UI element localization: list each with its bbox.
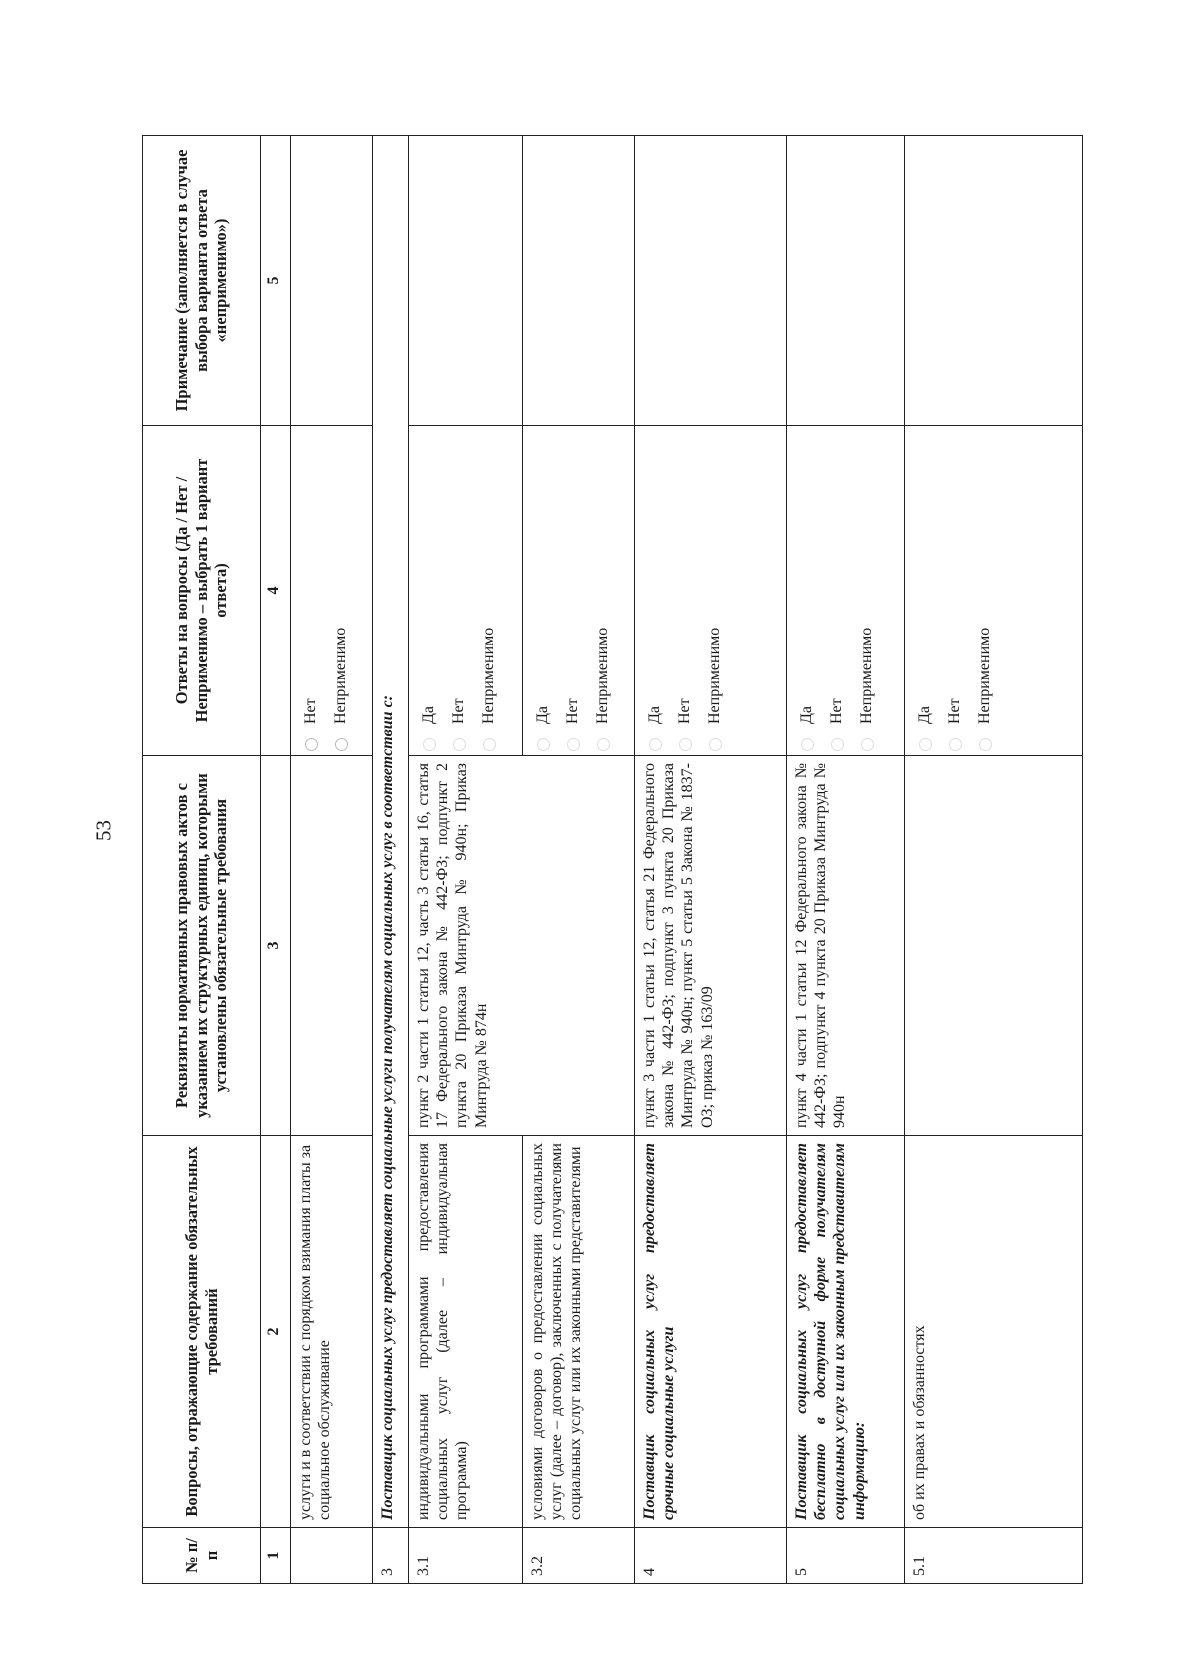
- option-no[interactable]: Нет: [444, 433, 474, 751]
- question-text: услуги и в соответствии с порядком взимания платы за социальное обслуживание: [291, 1136, 373, 1528]
- col-number-2: 2: [261, 1136, 291, 1528]
- note-cell: [905, 136, 1083, 426]
- legal-acts: [905, 756, 1083, 1136]
- question-text: условиями договоров о предоставлении социальных услуг (далее – договор), заключенных с получателями социальных услуг или их законными представителями: [523, 1136, 635, 1528]
- col-number-5: 5: [261, 136, 291, 426]
- row-num: 5: [787, 1528, 905, 1584]
- note-cell: [291, 136, 373, 426]
- row-num: 4: [635, 1528, 787, 1584]
- option-no[interactable]: Нет: [296, 433, 326, 751]
- row-5-1: [905, 136, 1083, 1584]
- radio-icon[interactable]: [801, 738, 814, 751]
- col-number-3: 3: [261, 756, 291, 1136]
- option-yes[interactable]: Да: [910, 433, 940, 751]
- header-questions: Вопросы, отражающие содержание обязательных требований: [143, 1136, 261, 1528]
- row-num: 5.1: [905, 1528, 1083, 1584]
- radio-icon[interactable]: [597, 738, 610, 751]
- radio-icon[interactable]: [537, 738, 550, 751]
- legal-acts: пункт 2 части 1 статьи 12, часть 3 статьи 16, статья 17 Федерального закона № 442-ФЗ; подпункт 2 пункта 20 Приказа Минтруда № 940н; Приказ Минтруда № 874н: [409, 756, 635, 1136]
- option-yes[interactable]: Да: [414, 433, 444, 751]
- option-na[interactable]: Неприменимо: [970, 433, 1000, 751]
- question-text: Поставщик социальных услуг предоставляет бесплатно в доступной форме получателям социальных услуг или их законным представителям информацию:: [787, 1136, 905, 1528]
- option-no[interactable]: Нет: [822, 433, 852, 751]
- answer-options: [409, 426, 523, 756]
- radio-icon[interactable]: [423, 738, 436, 751]
- note-cell: [523, 136, 635, 426]
- header-legal-acts: Реквизиты нормативных правовых актов с указанием их структурных единиц, которыми установлены обязательные требования: [143, 756, 261, 1136]
- row-num: 3.2: [523, 1528, 635, 1584]
- answer-options: [787, 426, 905, 756]
- header-answers: Ответы на вопросы (Да / Нет / Неприменимо – выбрать 1 вариант ответа): [143, 426, 261, 756]
- answer-options: [905, 426, 1083, 756]
- row-num: 3.1: [409, 1528, 523, 1584]
- option-na[interactable]: Неприменимо: [474, 433, 504, 751]
- section-title: Поставщик социальных услуг предоставляет социальные услуги получателям социальных услуг в соответствии с:: [373, 136, 409, 1528]
- option-na[interactable]: Неприменимо: [588, 433, 618, 751]
- option-no[interactable]: Нет: [940, 433, 970, 751]
- note-cell: [635, 136, 787, 426]
- option-yes[interactable]: Да: [528, 433, 558, 751]
- legal-acts: пункт 3 части 1 статьи 12, статья 21 Федерального закона № 442-ФЗ; подпункт 3 пункта 20 Приказа Минтруда № 940н; пункт 5 статьи 5 Закона № 1837-ОЗ; приказ № 163/09: [635, 756, 787, 1136]
- radio-icon[interactable]: [949, 738, 962, 751]
- page-number: 53: [91, 820, 116, 841]
- option-na[interactable]: Неприменимо: [852, 433, 882, 751]
- row-3: [373, 136, 409, 1584]
- radio-icon[interactable]: [709, 738, 722, 751]
- option-no[interactable]: Нет: [670, 433, 700, 751]
- option-yes[interactable]: Да: [792, 433, 822, 751]
- radio-icon[interactable]: [567, 738, 580, 751]
- legal-acts: пункт 4 части 1 статьи 12 Федерального закона № 442-ФЗ; подпункт 4 пункта 20 Приказа Минтруда № 940н: [787, 756, 905, 1136]
- row-continuation: [291, 136, 373, 1584]
- row-num: 3: [373, 1528, 409, 1584]
- checklist-table-rotated: [142, 136, 1082, 1584]
- row-num: [291, 1528, 373, 1584]
- radio-icon[interactable]: [679, 738, 692, 751]
- option-yes[interactable]: Да: [640, 433, 670, 751]
- note-cell: [409, 136, 523, 426]
- checklist-table: [142, 135, 1083, 1584]
- row-5: [787, 136, 905, 1584]
- question-text: индивидуальными программами предоставления социальных услуг (далее – индивидуальная программа): [409, 1136, 523, 1528]
- header-notes: Примечание (заполняется в случае выбора варианта ответа «неприменимо»): [143, 136, 261, 426]
- radio-icon[interactable]: [919, 738, 932, 751]
- radio-icon[interactable]: [861, 738, 874, 751]
- option-na[interactable]: Неприменимо: [326, 433, 356, 751]
- radio-icon[interactable]: [831, 738, 844, 751]
- header-row: [143, 136, 261, 1584]
- column-number-row: [261, 136, 291, 1584]
- answer-options: [523, 426, 635, 756]
- radio-icon[interactable]: [453, 738, 466, 751]
- option-na[interactable]: Неприменимо: [700, 433, 730, 751]
- radio-icon[interactable]: [483, 738, 496, 751]
- radio-icon[interactable]: [649, 738, 662, 751]
- header-num: № п/п: [143, 1528, 261, 1584]
- question-text: Поставщик социальных услуг предоставляет срочные социальные услуги: [635, 1136, 787, 1528]
- radio-icon[interactable]: [979, 738, 992, 751]
- row-3-1: [409, 136, 523, 1584]
- radio-icon[interactable]: [305, 738, 318, 751]
- col-number-1: 1: [261, 1528, 291, 1584]
- answer-options: [291, 426, 373, 756]
- answer-options: [635, 426, 787, 756]
- option-no[interactable]: Нет: [558, 433, 588, 751]
- question-text: об их правах и обязанностях: [905, 1136, 1083, 1528]
- row-4: [635, 136, 787, 1584]
- radio-icon[interactable]: [335, 738, 348, 751]
- legal-acts: [291, 756, 373, 1136]
- note-cell: [787, 136, 905, 426]
- col-number-4: 4: [261, 426, 291, 756]
